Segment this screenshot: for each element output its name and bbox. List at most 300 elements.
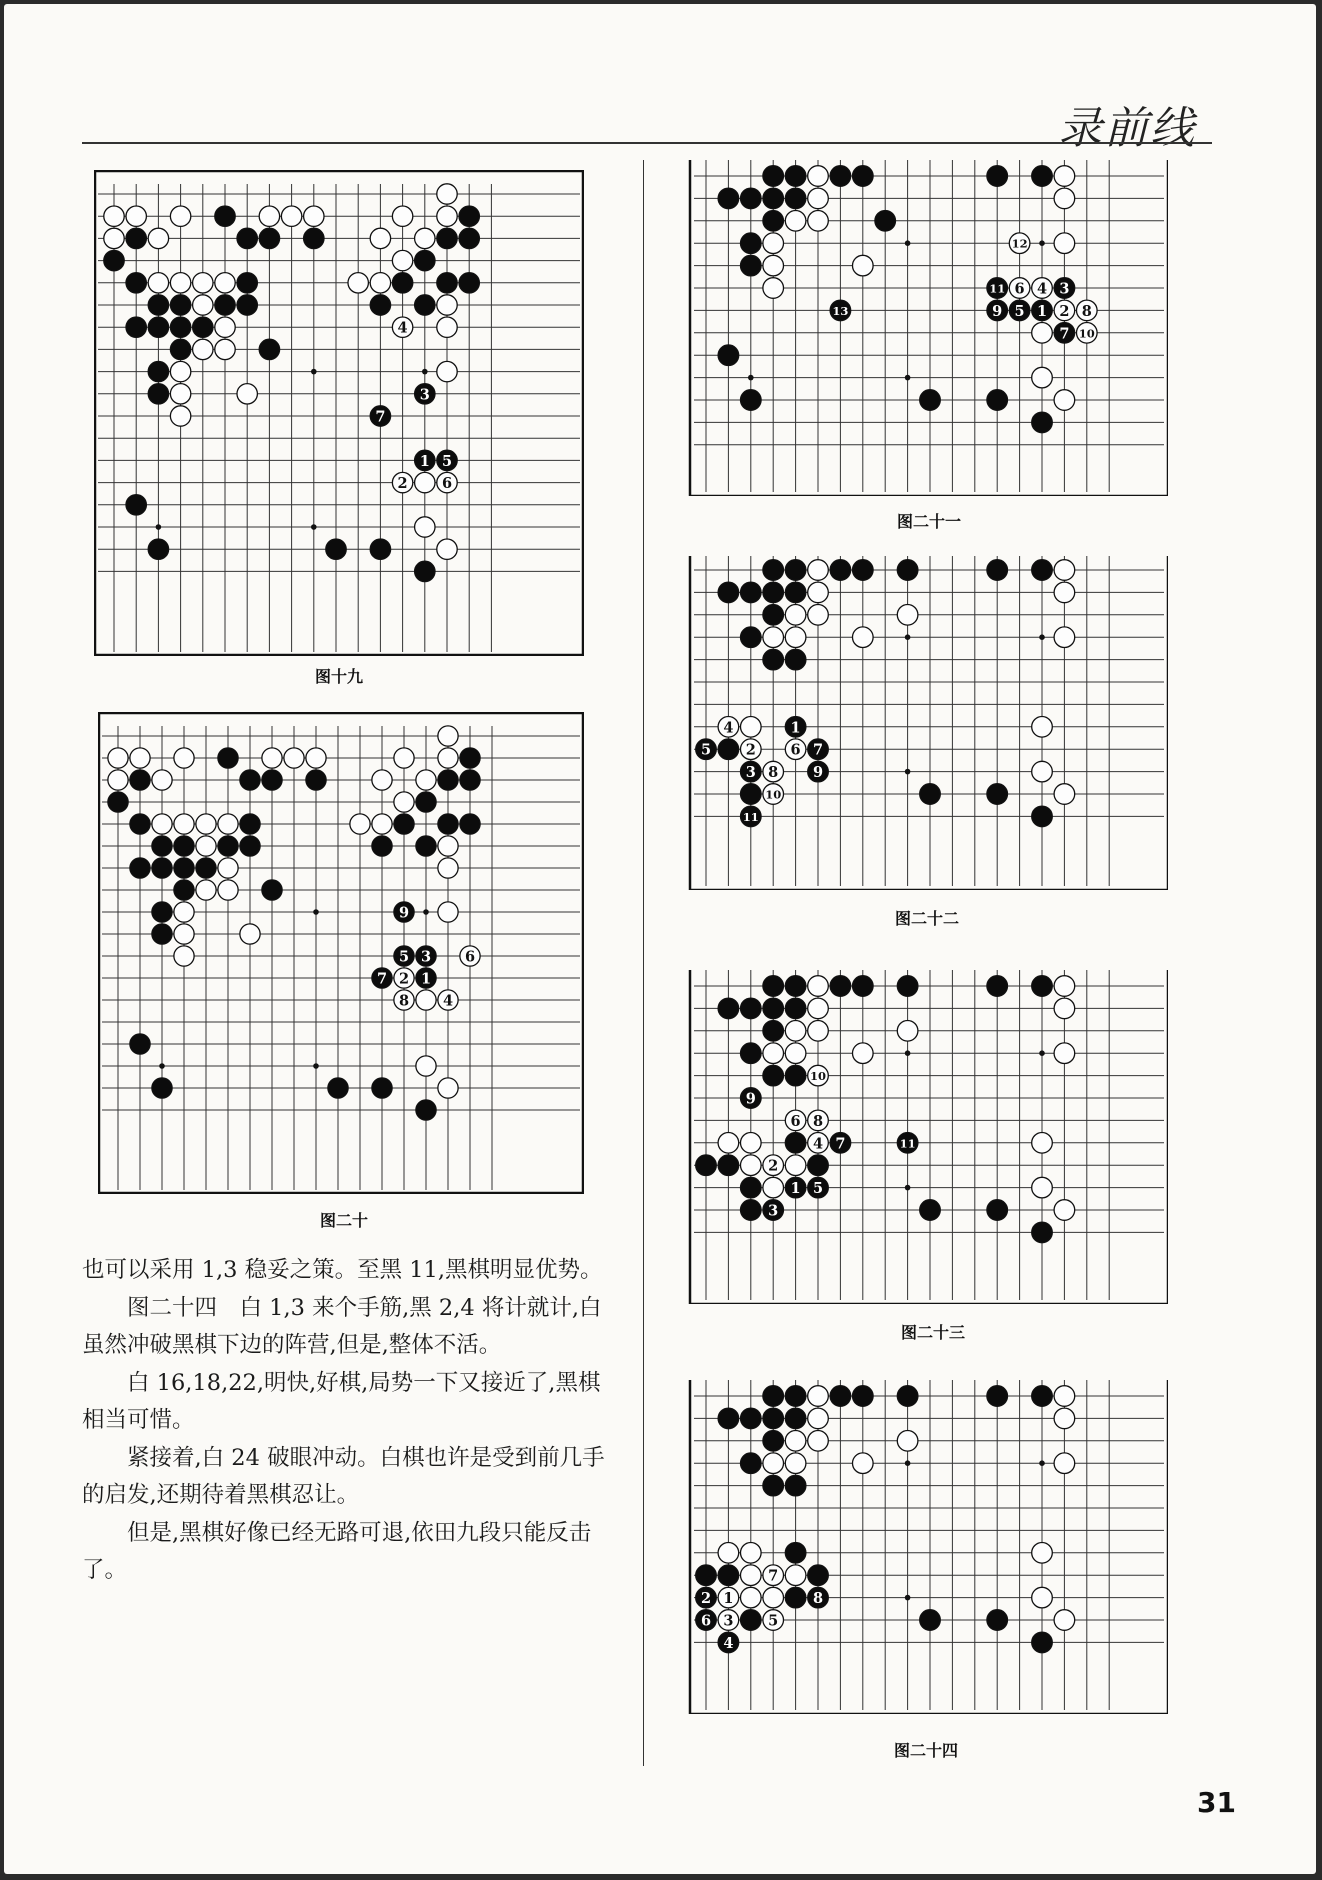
black-stone-move-11	[987, 278, 1008, 299]
black-stone	[237, 295, 257, 315]
black-stone-move-5	[696, 739, 717, 760]
black-stone	[763, 1020, 784, 1041]
star-point	[1039, 1050, 1045, 1056]
black-stone	[763, 976, 784, 997]
white-stone-move-8	[1076, 300, 1097, 321]
white-stone	[785, 1020, 806, 1041]
move-number: 11	[899, 1136, 916, 1151]
white-stone	[174, 748, 194, 768]
black-stone-move-7	[1054, 322, 1075, 343]
black-stone	[215, 295, 235, 315]
white-stone-move-8	[394, 990, 414, 1010]
black-stone-move-1	[416, 968, 436, 988]
move-number: 10	[1078, 326, 1095, 341]
white-stone	[1054, 784, 1075, 805]
move-number: 4	[442, 992, 454, 1010]
move-number: 8	[768, 764, 779, 782]
white-stone	[897, 1430, 918, 1451]
white-stone	[174, 924, 194, 944]
black-stone	[852, 976, 873, 997]
white-stone	[170, 361, 190, 381]
black-stone	[438, 770, 458, 790]
black-stone	[148, 317, 168, 337]
move-number: 1	[420, 970, 432, 988]
go-diagram-21	[684, 160, 1168, 496]
black-stone	[785, 1542, 806, 1563]
white-stone	[808, 998, 829, 1019]
white-stone	[372, 770, 392, 790]
move-number: 6	[790, 741, 801, 759]
white-stone-move-8	[763, 761, 784, 782]
white-stone	[215, 273, 235, 293]
white-stone-move-12	[1009, 233, 1030, 254]
white-stone-move-10	[763, 784, 784, 805]
black-stone	[763, 1386, 784, 1407]
white-stone-move-10	[808, 1065, 829, 1086]
black-stone	[987, 166, 1008, 187]
black-stone	[987, 1386, 1008, 1407]
black-stone	[763, 604, 784, 625]
white-stone	[1054, 390, 1075, 411]
move-number: 3	[420, 948, 432, 966]
white-stone-move-4	[438, 990, 458, 1010]
white-stone	[306, 748, 326, 768]
black-stone	[785, 582, 806, 603]
page-number: 31	[1197, 1786, 1236, 1819]
black-stone	[174, 858, 194, 878]
star-point	[422, 369, 428, 375]
white-stone	[808, 604, 829, 625]
black-stone	[126, 273, 146, 293]
black-stone	[218, 836, 238, 856]
white-stone	[808, 976, 829, 997]
black-stone	[370, 295, 390, 315]
black-stone	[1032, 1386, 1053, 1407]
black-stone	[437, 273, 457, 293]
caption-fig22: 图二十二	[894, 909, 959, 928]
black-stone	[416, 1100, 436, 1120]
white-stone	[1032, 367, 1053, 388]
black-stone	[306, 770, 326, 790]
white-stone	[763, 255, 784, 276]
black-stone	[718, 1565, 739, 1586]
black-stone	[304, 228, 324, 248]
star-point	[156, 524, 162, 530]
black-stone	[240, 814, 260, 834]
white-stone	[852, 255, 873, 276]
white-stone	[259, 206, 279, 226]
black-stone	[920, 1610, 941, 1631]
white-stone	[740, 1132, 761, 1153]
go-diagram-20	[98, 712, 584, 1194]
white-stone-move-6	[785, 1110, 806, 1131]
star-point	[311, 369, 317, 375]
white-stone	[763, 1177, 784, 1198]
black-stone	[785, 649, 806, 670]
move-number: 1	[1036, 302, 1048, 320]
black-stone	[987, 390, 1008, 411]
black-stone	[852, 1386, 873, 1407]
black-stone	[193, 317, 213, 337]
white-stone	[1054, 233, 1075, 254]
white-stone-move-4	[1032, 278, 1053, 299]
white-stone	[785, 627, 806, 648]
move-number: 3	[419, 386, 430, 404]
column-divider	[643, 160, 644, 1766]
move-number: 9	[992, 302, 1003, 320]
black-stone-move-2	[696, 1587, 717, 1608]
black-stone	[126, 495, 146, 515]
white-stone	[1054, 166, 1075, 187]
black-stone-move-5	[394, 946, 414, 966]
black-stone	[740, 582, 761, 603]
black-stone	[763, 560, 784, 581]
move-number: 2	[397, 475, 408, 493]
white-stone	[416, 1056, 436, 1076]
white-stone	[130, 748, 150, 768]
move-number: 4	[397, 319, 408, 337]
black-stone	[852, 560, 873, 581]
white-stone	[193, 273, 213, 293]
black-stone	[259, 228, 279, 248]
black-stone-move-7	[830, 1132, 851, 1153]
move-number: 8	[812, 1112, 824, 1130]
black-stone	[785, 1132, 806, 1153]
move-number: 5	[441, 452, 453, 470]
black-stone	[987, 784, 1008, 805]
move-number: 6	[790, 1112, 801, 1130]
black-stone	[785, 1386, 806, 1407]
star-point	[1039, 1460, 1045, 1466]
black-stone-move-9	[740, 1088, 761, 1109]
white-stone-move-6	[460, 946, 480, 966]
white-stone	[415, 472, 435, 492]
black-stone	[130, 770, 150, 790]
move-number: 1	[723, 1590, 734, 1608]
black-stone-move-9	[394, 902, 414, 922]
move-number: 13	[832, 303, 849, 318]
white-stone	[808, 1430, 829, 1451]
white-stone	[852, 1043, 873, 1064]
white-stone	[438, 726, 458, 746]
black-stone	[460, 814, 480, 834]
black-stone-move-7	[370, 406, 390, 426]
black-stone	[262, 770, 282, 790]
white-stone-move-2	[394, 968, 414, 988]
star-point	[905, 1595, 911, 1601]
white-stone	[1032, 761, 1053, 782]
white-stone	[437, 206, 457, 226]
paragraph-4: 紧接着,白 24 破眼冲动。白棋也许是受到前几手的启发,还期待着黑棋忍让。	[82, 1444, 605, 1508]
black-stone	[897, 560, 918, 581]
black-stone	[218, 748, 238, 768]
black-stone	[328, 1078, 348, 1098]
black-stone	[696, 1565, 717, 1586]
black-stone	[987, 560, 1008, 581]
black-stone	[416, 792, 436, 812]
black-stone	[740, 1043, 761, 1064]
star-point	[905, 1050, 911, 1056]
star-point	[313, 1063, 319, 1069]
white-stone	[1032, 1587, 1053, 1608]
board-frame	[690, 1380, 1168, 1714]
white-stone	[392, 250, 412, 270]
white-stone	[152, 770, 172, 790]
white-stone	[1054, 976, 1075, 997]
white-stone	[170, 406, 190, 426]
white-stone	[370, 273, 390, 293]
white-stone	[763, 1043, 784, 1064]
white-stone	[104, 206, 124, 226]
white-stone-move-6	[785, 739, 806, 760]
white-stone	[1054, 1386, 1075, 1407]
black-stone	[170, 295, 190, 315]
white-stone	[215, 339, 235, 359]
white-stone	[170, 384, 190, 404]
white-stone	[215, 317, 235, 337]
book-page	[4, 4, 1316, 1874]
black-stone	[215, 206, 235, 226]
white-stone	[897, 604, 918, 625]
white-stone-move-1	[718, 1587, 739, 1608]
black-stone	[1032, 166, 1053, 187]
move-number: 4	[1036, 280, 1048, 298]
black-stone	[830, 166, 851, 187]
black-stone	[740, 188, 761, 209]
move-number: 7	[375, 408, 386, 426]
black-stone	[718, 345, 739, 366]
star-point	[748, 375, 754, 381]
star-point	[1039, 240, 1045, 246]
move-number: 4	[723, 719, 734, 737]
black-stone	[415, 295, 435, 315]
white-stone	[808, 560, 829, 581]
board-grid	[694, 556, 1164, 886]
black-stone	[148, 539, 168, 559]
black-stone-move-9	[987, 300, 1008, 321]
caption-fig19: 图十九	[314, 667, 363, 686]
black-stone	[740, 233, 761, 254]
black-stone	[920, 1200, 941, 1221]
black-stone	[740, 1453, 761, 1474]
black-stone	[237, 273, 257, 293]
header-rule	[82, 142, 1212, 144]
black-stone	[740, 998, 761, 1019]
move-number: 5	[398, 948, 410, 966]
white-stone	[718, 1132, 739, 1153]
black-stone-move-3	[1054, 278, 1075, 299]
move-number: 8	[398, 992, 410, 1010]
black-stone-move-9	[808, 761, 829, 782]
black-stone-move-1	[1032, 300, 1053, 321]
white-stone-move-5	[763, 1610, 784, 1631]
black-stone	[808, 1565, 829, 1586]
black-stone	[785, 166, 806, 187]
white-stone	[437, 184, 457, 204]
white-stone	[808, 1386, 829, 1407]
black-stone	[240, 770, 260, 790]
board-grid	[694, 1380, 1164, 1710]
black-stone	[104, 250, 124, 270]
move-number: 10	[809, 1069, 827, 1084]
white-stone	[392, 206, 412, 226]
black-stone	[1032, 560, 1053, 581]
white-stone	[897, 1020, 918, 1041]
white-stone	[437, 317, 457, 337]
star-point	[905, 240, 911, 246]
white-stone	[438, 748, 458, 768]
star-point	[905, 769, 911, 775]
move-number: 5	[1014, 302, 1025, 320]
white-stone-move-4	[718, 716, 739, 737]
move-number: 10	[765, 787, 782, 802]
black-stone	[785, 1475, 806, 1496]
black-stone-move-6	[696, 1610, 717, 1631]
star-point	[905, 1185, 911, 1191]
black-stone	[897, 976, 918, 997]
black-stone	[415, 250, 435, 270]
black-stone	[740, 1408, 761, 1429]
black-stone-move-5	[437, 450, 457, 470]
white-stone	[281, 206, 301, 226]
move-number: 11	[989, 281, 1006, 296]
white-stone-move-3	[718, 1610, 739, 1631]
go-diagram-22	[684, 556, 1168, 890]
black-stone	[196, 858, 216, 878]
white-stone	[808, 210, 829, 231]
move-number: 3	[723, 1612, 734, 1630]
black-stone	[785, 1065, 806, 1086]
black-stone	[152, 1078, 172, 1098]
star-point	[159, 1063, 165, 1069]
white-stone	[1054, 582, 1075, 603]
white-stone	[785, 1043, 806, 1064]
white-stone	[1054, 1610, 1075, 1631]
white-stone	[785, 210, 806, 231]
move-number: 9	[812, 764, 824, 782]
board-frame	[690, 970, 1168, 1304]
move-number: 8	[1081, 302, 1092, 320]
black-stone	[237, 228, 257, 248]
white-stone	[740, 716, 761, 737]
black-stone	[126, 317, 146, 337]
black-stone	[830, 1386, 851, 1407]
star-point	[905, 1460, 911, 1466]
move-number: 6	[1014, 280, 1025, 298]
white-stone	[808, 1020, 829, 1041]
black-stone	[763, 1475, 784, 1496]
white-stone	[152, 814, 172, 834]
black-stone-move-8	[808, 1587, 829, 1608]
white-stone	[852, 627, 873, 648]
star-point	[905, 375, 911, 381]
black-stone	[126, 228, 146, 248]
black-stone	[785, 560, 806, 581]
move-number: 7	[1059, 325, 1070, 343]
go-diagram-23	[684, 970, 1168, 1304]
white-stone-move-4	[392, 317, 412, 337]
white-stone	[394, 748, 414, 768]
white-stone	[370, 228, 390, 248]
move-number: 2	[398, 970, 410, 988]
black-stone	[460, 748, 480, 768]
black-stone	[1032, 976, 1053, 997]
white-stone	[763, 1453, 784, 1474]
move-number: 9	[745, 1090, 756, 1108]
board-frame	[99, 713, 583, 1193]
black-stone-move-3	[416, 946, 436, 966]
black-stone	[718, 582, 739, 603]
white-stone	[196, 880, 216, 900]
move-number: 1	[790, 1180, 801, 1198]
black-stone	[148, 295, 168, 315]
black-stone-move-1	[415, 450, 435, 470]
white-stone	[348, 273, 368, 293]
white-stone	[785, 1155, 806, 1176]
move-number: 7	[768, 1567, 779, 1585]
white-stone	[1032, 1177, 1053, 1198]
white-stone	[808, 166, 829, 187]
black-stone	[460, 770, 480, 790]
black-stone	[740, 255, 761, 276]
move-number: 1	[419, 452, 430, 470]
board-frame	[95, 171, 583, 655]
white-stone	[808, 188, 829, 209]
white-stone	[193, 339, 213, 359]
black-stone	[438, 814, 458, 834]
move-number: 6	[464, 948, 476, 966]
black-stone	[152, 924, 172, 944]
white-stone	[416, 770, 436, 790]
black-stone-move-11	[740, 806, 761, 827]
white-stone-move-2	[1054, 300, 1075, 321]
white-stone	[785, 1430, 806, 1451]
white-stone	[1054, 1200, 1075, 1221]
black-stone	[372, 836, 392, 856]
white-stone	[284, 748, 304, 768]
black-stone	[897, 1386, 918, 1407]
black-stone	[1032, 412, 1053, 433]
move-number: 2	[768, 1157, 779, 1175]
black-stone	[696, 1155, 717, 1176]
black-stone	[740, 627, 761, 648]
black-stone	[785, 188, 806, 209]
black-stone	[740, 1200, 761, 1221]
caption-fig20: 图二十	[319, 1211, 368, 1230]
black-stone	[1032, 1222, 1053, 1243]
black-stone	[763, 998, 784, 1019]
board-grid	[694, 970, 1164, 1300]
caption-fig21: 图二十一	[896, 512, 961, 531]
white-stone	[1054, 560, 1075, 581]
white-stone	[785, 1453, 806, 1474]
move-number: 3	[745, 764, 756, 782]
black-stone-move-13	[830, 300, 851, 321]
white-stone	[170, 206, 190, 226]
caption-fig23: 图二十三	[900, 1323, 965, 1342]
white-stone-move-4	[808, 1132, 829, 1153]
white-stone	[304, 206, 324, 226]
black-stone	[170, 317, 190, 337]
black-stone	[852, 166, 873, 187]
white-stone	[218, 880, 238, 900]
move-number: 7	[376, 970, 388, 988]
white-stone	[108, 770, 128, 790]
move-number: 7	[835, 1135, 846, 1153]
black-stone-move-5	[1009, 300, 1030, 321]
white-stone	[196, 836, 216, 856]
move-number: 5	[700, 741, 712, 759]
